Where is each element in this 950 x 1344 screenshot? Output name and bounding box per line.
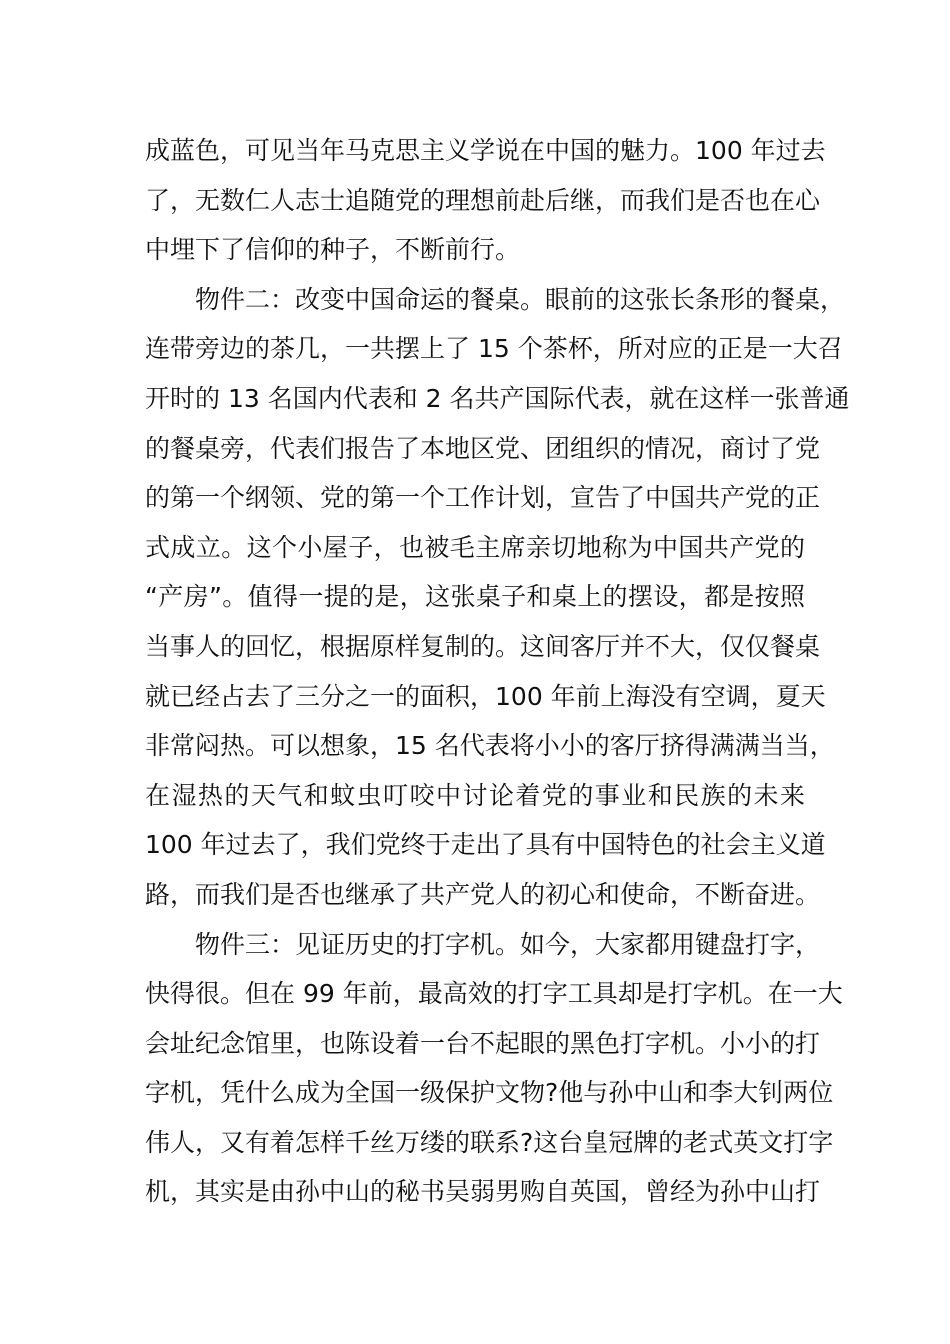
text-line: 伟人，又有着怎样千丝万缕的联系?这台皇冠牌的老式英文打字	[145, 1127, 834, 1157]
text-line: 开时的 13 名国内代表和 2 名共产国际代表，就在这样一张普通	[145, 383, 850, 413]
text-line: 路，而我们是否也继承了共产党人的初心和使命，不断奋进。	[145, 879, 821, 909]
text-line: 成蓝色，可见当年马克思主义学说在中国的魅力。100 年过去	[145, 136, 826, 165]
text-line: 就已经占去了三分之一的面积，100 年前上海没有空调，夏天	[145, 681, 826, 711]
text-line: 100 年过去了，我们党终于走出了具有中国特色的社会主义道	[145, 830, 826, 860]
text-line: 在湿热的天气和蚊虫叮咬中讨论着党的事业和民族的未来	[145, 780, 805, 810]
text-line: 机，其实是由孙中山的秘书吴弱男购自英国，曾经为孙中山打	[145, 1177, 821, 1207]
text-line: 非常闷热。可以想象，15 名代表将小小的客厅挤得满满当当，	[145, 731, 835, 761]
text-line: 中埋下了信仰的种子，不断前行。	[145, 235, 521, 265]
text-line: 的第一个纲领、党的第一个工作计划，宣告了中国共产党的正	[145, 483, 821, 513]
text-line: 连带旁边的茶几，一共摆上了 15 个茶杯，所对应的正是一大召	[145, 334, 843, 364]
text-line: 的餐桌旁，代表们报告了本地区党、团组织的情况，商讨了党	[145, 433, 821, 463]
body-text	[145, 126, 850, 1217]
text-line: 会址纪念馆里，也陈设着一台不起眼的黑色打字机。小小的打	[145, 1028, 821, 1058]
text-line: 当事人的回忆，根据原样复制的。这间客厅并不大，仅仅餐桌	[145, 631, 821, 661]
text-line: 字机，凭什么成为全国一级保护文物?他与孙中山和李大钊两位	[145, 1078, 834, 1108]
paragraph-start-line: 物件二：改变中国命运的餐桌。眼前的这张长条形的餐桌，	[195, 284, 846, 314]
text-line: 快得很。但在 99 年前，最高效的打字工具却是打字机。在一大	[145, 979, 843, 1009]
paragraph-start-line: 物件三：见证历史的打字机。如今，大家都用键盘打字，	[195, 929, 821, 959]
text-line: “产房”。值得一提的是，这张桌子和桌上的摆设，都是按照	[145, 582, 805, 612]
text-line: 式成立。这个小屋子，也被毛主席亲切地称为中国共产党的	[145, 532, 805, 562]
text-line: 了，无数仁人志士追随党的理想前赴后继，而我们是否也在心	[145, 185, 821, 215]
